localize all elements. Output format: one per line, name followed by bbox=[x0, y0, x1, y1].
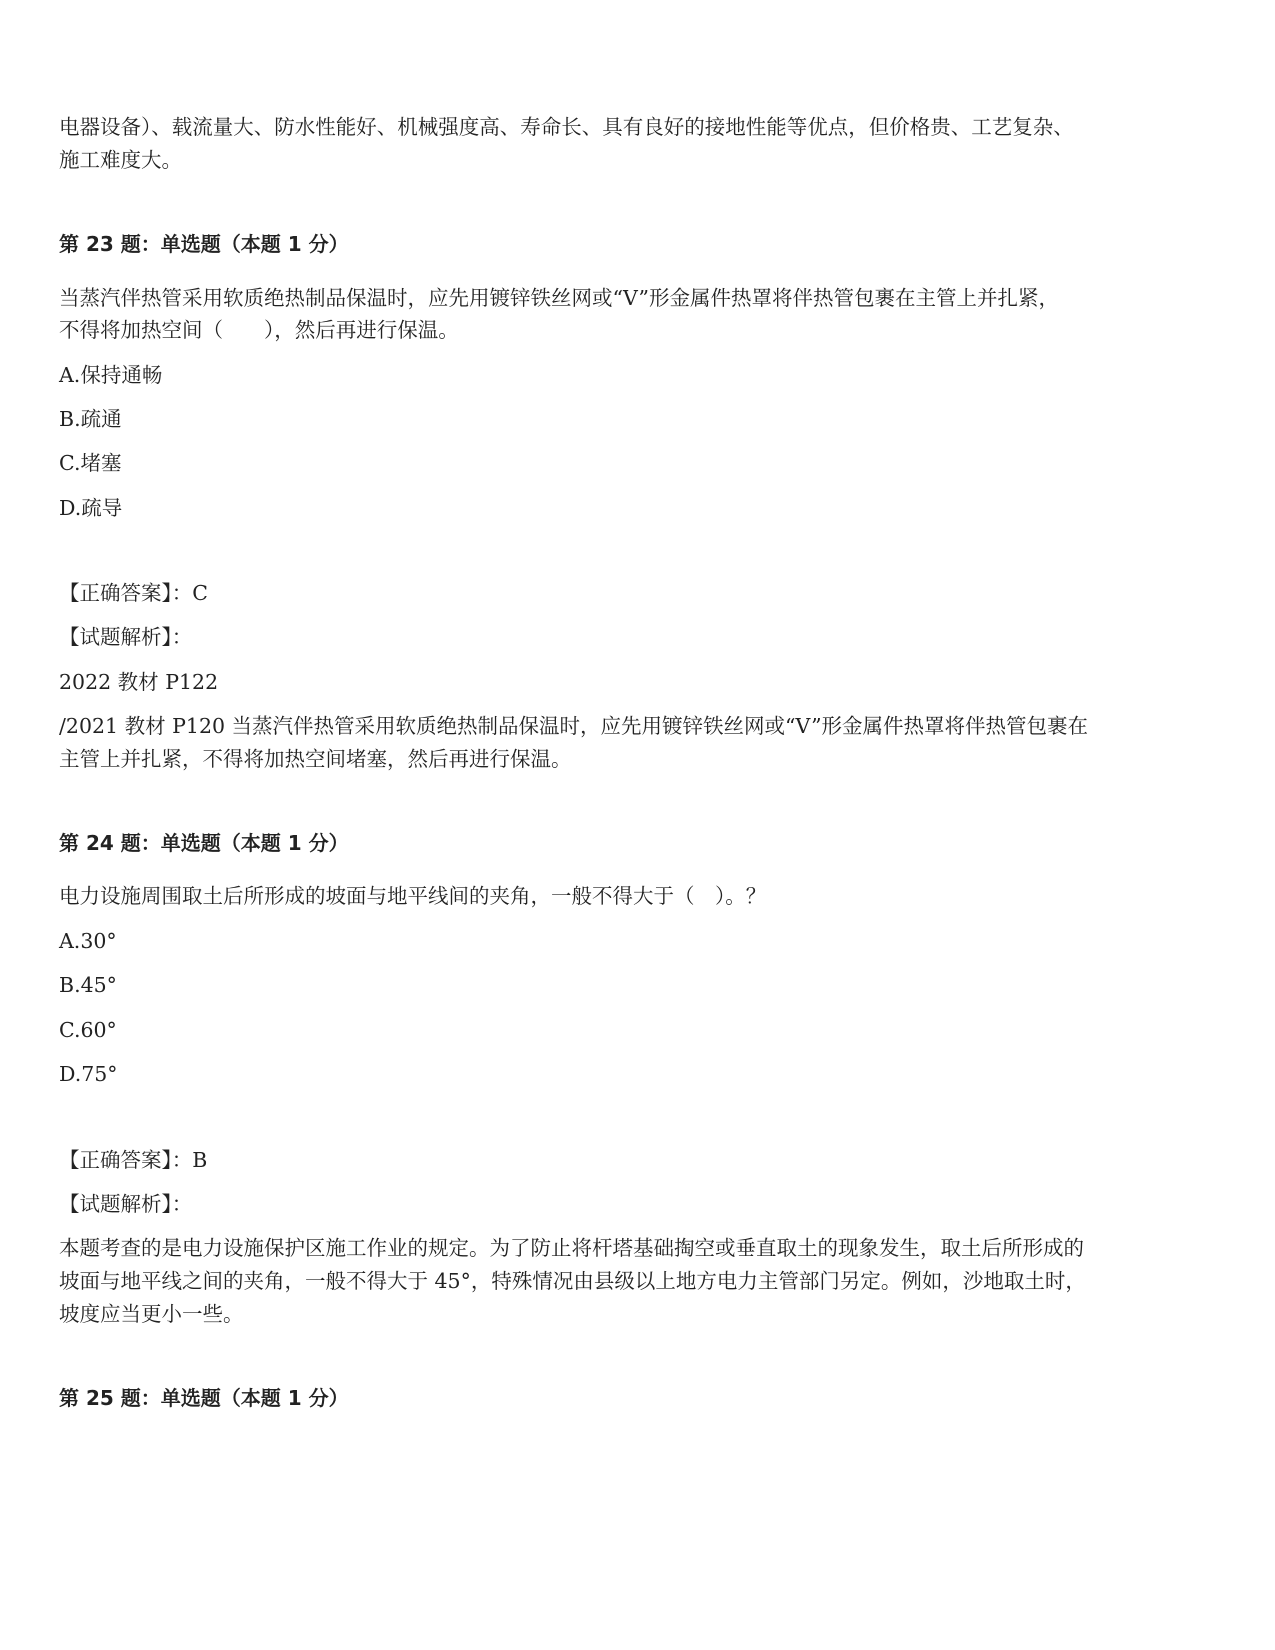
question-23-stem-line-1: 当蒸汽伴热管采用软质绝热制品保温时，应先用镀锌铁丝网或“V”形金属件热罩将伴热管包裹在主管上并扎紧， bbox=[59, 286, 1060, 310]
question-24-answer: 【正确答案】：B bbox=[59, 1148, 208, 1172]
question-23-analysis-line-2: /2021 教材 P120 当蒸汽伴热管采用软质绝热制品保温时，应先用镀锌铁丝网或“V”形金属件热罩将伴热管包裹在 bbox=[59, 714, 1089, 738]
question-23-option-c: C.堵塞 bbox=[59, 451, 122, 475]
question-23-heading: 第 23 题：单选题（本题 1 分） bbox=[59, 232, 349, 256]
question-24-analysis-line-2: 坡面与地平线之间的夹角，一般不得大于 45°，特殊情况由县级以上地方电力主管部门另定。例如，沙地取土时， bbox=[59, 1269, 1086, 1293]
question-23-option-d: D.疏导 bbox=[59, 496, 123, 520]
question-25-heading: 第 25 题：单选题（本题 1 分） bbox=[59, 1386, 349, 1410]
question-24-analysis-line-1: 本题考查的是电力设施保护区施工作业的规定。为了防止将杆塔基础掏空或垂直取土的现象发生，取土后所形成的 bbox=[59, 1236, 1084, 1260]
question-24-heading: 第 24 题：单选题（本题 1 分） bbox=[59, 831, 349, 855]
question-23-analysis-label: 【试题解析】： bbox=[59, 625, 193, 649]
question-23-analysis-line-1: 2022 教材 P122 bbox=[59, 670, 219, 694]
question-24-analysis-line-3: 坡度应当更小一些。 bbox=[59, 1302, 244, 1326]
intro-line-2: 施工难度大。 bbox=[59, 148, 182, 172]
question-23-analysis-line-3: 主管上并扎紧，不得将加热空间堵塞，然后再进行保温。 bbox=[59, 747, 572, 771]
question-23-option-a: A.保持通畅 bbox=[59, 363, 163, 387]
question-24-option-a: A.30° bbox=[59, 929, 117, 953]
question-23-option-b: B.疏通 bbox=[59, 407, 122, 431]
question-23-stem-line-2: 不得将加热空间（ ），然后再进行保温。 bbox=[59, 318, 459, 342]
question-24-stem-line-1: 电力设施周围取土后所形成的坡面与地平线间的夹角，一般不得大于（ ）。？ bbox=[59, 884, 767, 908]
question-24-option-b: B.45° bbox=[59, 973, 117, 997]
question-24-option-c: C.60° bbox=[59, 1018, 117, 1042]
question-24-option-d: D.75° bbox=[59, 1062, 118, 1086]
question-24-analysis-label: 【试题解析】： bbox=[59, 1192, 193, 1216]
intro-line-1: 电器设备）、载流量大、防水性能好、机械强度高、寿命长、具有良好的接地性能等优点，但价格贵、工艺复杂、 bbox=[59, 115, 1074, 139]
question-23-answer: 【正确答案】：C bbox=[59, 581, 208, 605]
